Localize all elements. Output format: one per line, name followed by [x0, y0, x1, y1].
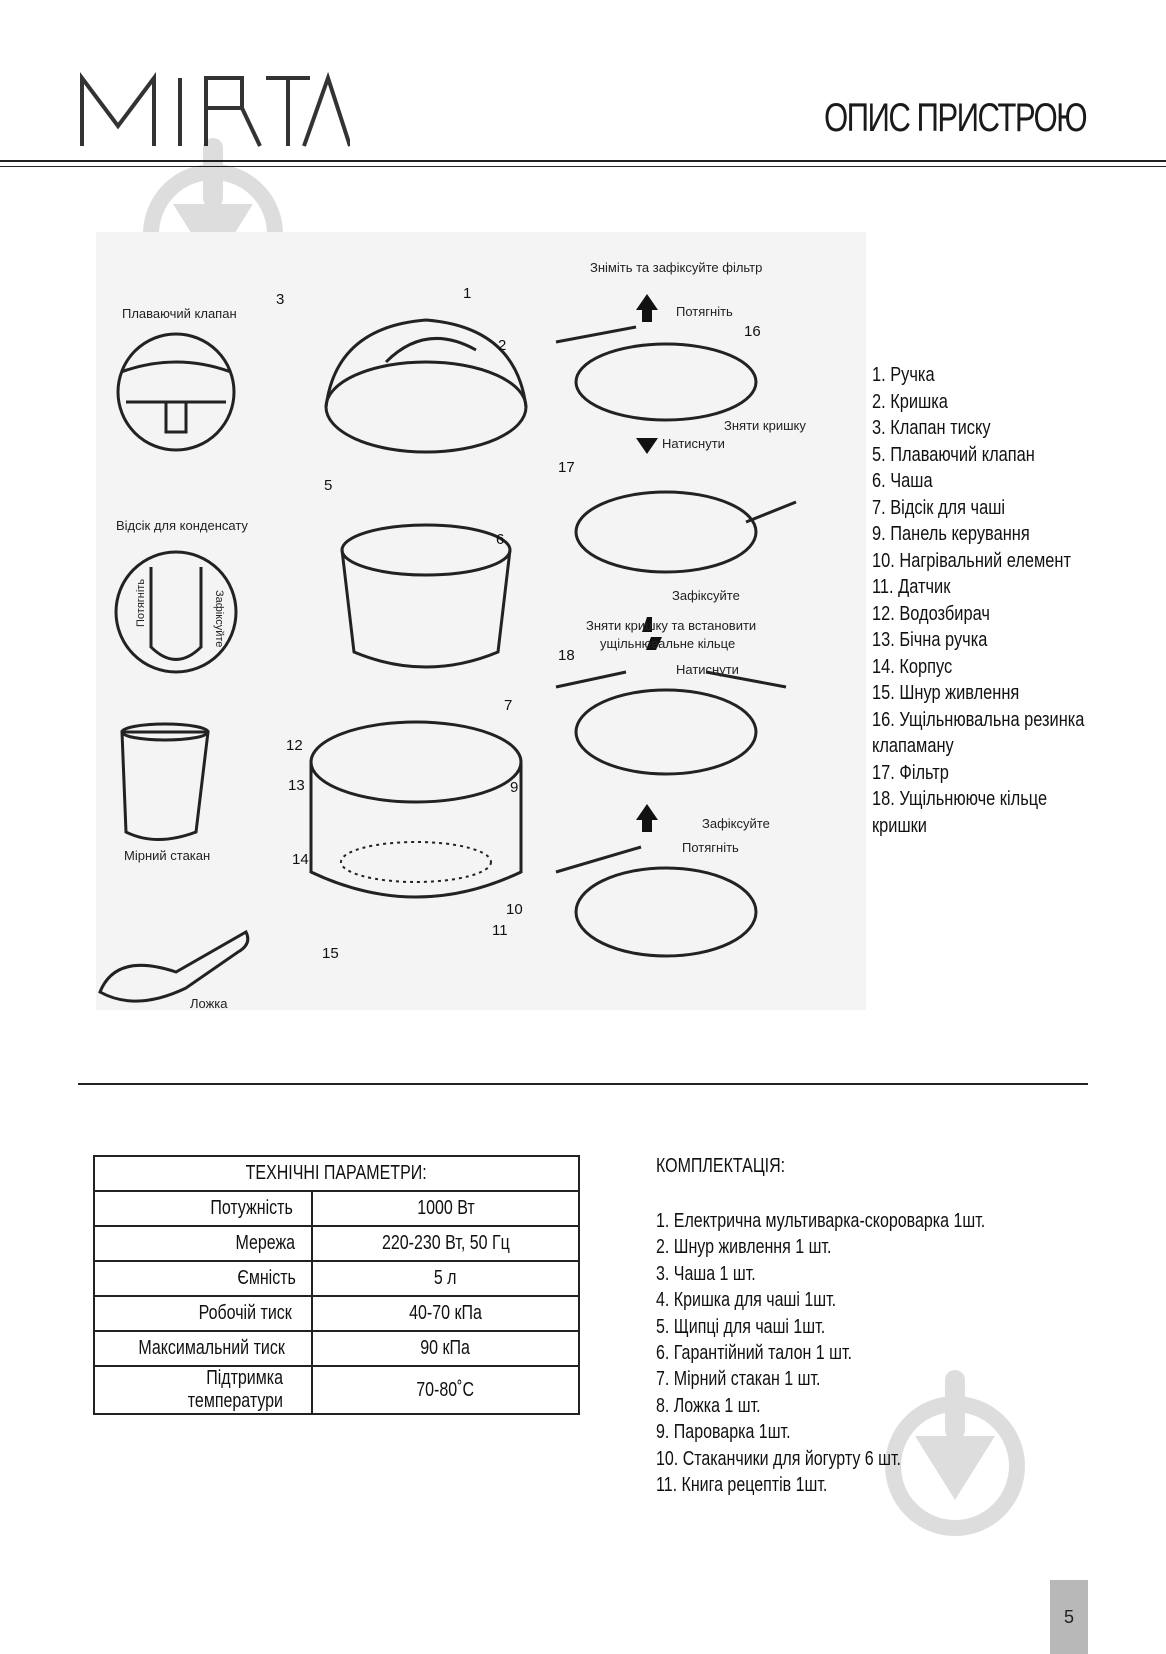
svg-text:1: 1	[463, 285, 472, 302]
float-valve-label: Плаваючий клапан	[122, 306, 237, 321]
pull-label: Потягніть	[676, 304, 733, 319]
section-divider	[78, 1083, 1088, 1085]
list-item: 8. Ложка 1 шт.	[656, 1394, 761, 1417]
table-row: Максимальний тиск 90 кПа	[94, 1331, 579, 1366]
kit-title: КОМПЛЕКТАЦІЯ:	[656, 1155, 786, 1177]
press-label: Натиснути	[662, 436, 725, 451]
list-item: 2. Шнур живлення 1 шт.	[656, 1236, 832, 1259]
svg-text:13: 13	[288, 777, 305, 794]
list-item: 1. Електрична мультиварка-скороварка 1шт.	[656, 1210, 986, 1232]
measuring-cup-label: Мірний стакан	[124, 848, 211, 863]
svg-text:11: 11	[492, 922, 508, 939]
page-number: 5	[1050, 1580, 1088, 1654]
svg-text:16: 16	[744, 323, 761, 340]
list-item: 4. Кришка для чаші 1шт.	[656, 1289, 837, 1312]
pull-vertical-label: Потягніть	[135, 578, 147, 627]
legend-item: 7. Відсік для чаші	[872, 496, 1006, 519]
brand-logo	[78, 72, 350, 148]
svg-text:10: 10	[506, 901, 523, 918]
section-title: ОПИС ПРИСТРОЮ	[823, 96, 1086, 140]
legend-item: 2. Кришка	[872, 390, 948, 413]
svg-text:14: 14	[292, 851, 309, 868]
svg-text:9: 9	[510, 779, 519, 796]
fix-vertical-label: Зафіксуйте	[213, 590, 225, 648]
table-row: Потужність 1000 Вт	[94, 1191, 579, 1226]
fix-label: Зафіксуйте	[672, 588, 740, 603]
legend-item: 12. Водозбирач	[872, 602, 990, 625]
parts-legend	[872, 362, 1088, 839]
svg-text:2: 2	[498, 337, 507, 354]
fix2-label: Зафіксуйте	[702, 816, 770, 831]
svg-text:15: 15	[322, 945, 339, 962]
legend-item: 11. Датчик	[872, 576, 951, 598]
remove-filter-label: Зніміть та зафіксуйте фільтр	[590, 260, 763, 275]
list-item: 3. Чаша 1 шт.	[656, 1262, 756, 1285]
legend-item: 14. Корпус	[872, 655, 953, 678]
remove-lid-label: Зняти кришку	[724, 418, 806, 433]
table-row: Робочій тиск 40-70 кПа	[94, 1296, 579, 1331]
table-row: Мережа 220-230 Вт, 50 Гц	[94, 1226, 579, 1261]
specs-title: ТЕХНІЧНІ ПАРАМЕТРИ:	[94, 1156, 579, 1191]
spoon-label: Ложка	[190, 996, 228, 1010]
remove-lid-ring-label-2: ущільнювальне кільце	[600, 636, 736, 651]
list-item: 5. Щипці для чаші 1шт.	[656, 1315, 826, 1338]
product-diagram	[96, 232, 866, 1010]
legend-item: 6. Чаша	[872, 470, 933, 492]
svg-text:5: 5	[324, 477, 333, 494]
list-item: 11. Книга рецептів 1шт.	[656, 1474, 828, 1497]
legend-item: 15. Шнур живлення	[872, 682, 1020, 704]
remove-lid-ring-label-1: Зняти кришку та встановити	[586, 618, 757, 633]
legend-item: 3. Клапан тиску	[872, 417, 991, 439]
kit-list	[656, 1208, 1067, 1498]
specs-table	[93, 1155, 580, 1415]
legend-item: 18. Ущільнююче кільце кришки	[872, 788, 1048, 837]
svg-text:17: 17	[558, 459, 575, 476]
legend-item: 10. Нагрівальний елемент	[872, 549, 1072, 572]
press2-label: Натиснути	[676, 662, 739, 677]
table-row: Підтримка температури 70-80˚С	[94, 1366, 579, 1414]
table-row: Ємність 5 л	[94, 1261, 579, 1296]
list-item: 9. Пароварка 1шт.	[656, 1421, 791, 1444]
legend-item: 1. Ручка	[872, 364, 935, 386]
list-item: 10. Стаканчики для йогурту 6 шт.	[656, 1447, 901, 1470]
svg-text:3: 3	[276, 291, 285, 308]
legend-item: 13. Бічна ручка	[872, 629, 988, 651]
legend-item: 5. Плаваючий клапан	[872, 443, 1035, 466]
list-item: 6. Гарантійний талон 1 шт.	[656, 1342, 852, 1365]
svg-text:7: 7	[504, 697, 513, 714]
condensate-label: Відсік для конденсату	[116, 518, 248, 533]
list-item: 7. Мірний стакан 1 шт.	[656, 1368, 821, 1391]
pull2-label: Потягніть	[682, 840, 739, 855]
legend-item: 16. Ущільнювальна резинка клапаману	[872, 708, 1085, 757]
svg-text:6: 6	[496, 531, 505, 548]
svg-text:12: 12	[286, 737, 303, 754]
svg-text:18: 18	[558, 647, 575, 664]
legend-item: 9. Панель керування	[872, 523, 1030, 545]
legend-item: 17. Фільтр	[872, 761, 949, 784]
